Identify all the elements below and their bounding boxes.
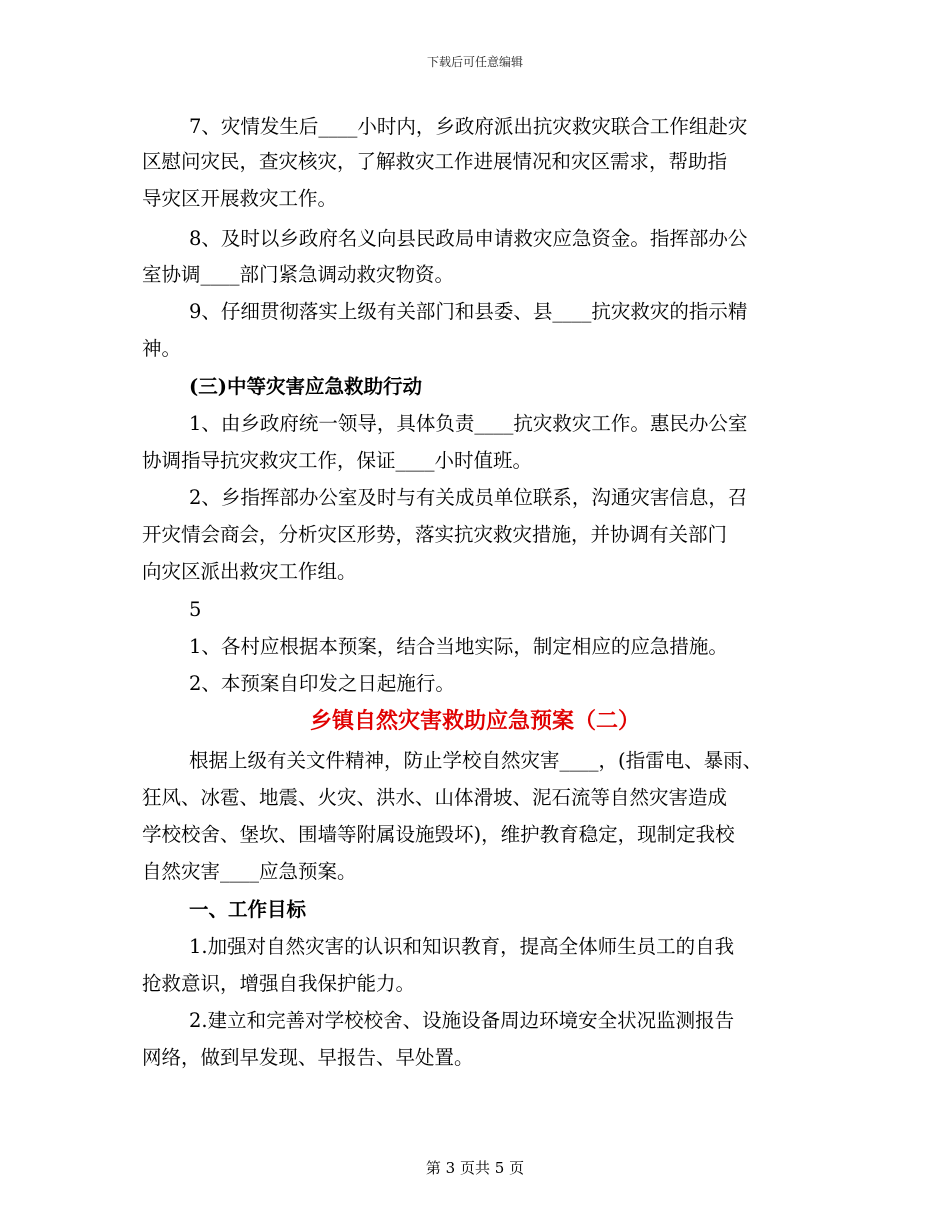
paragraph-line: 2.建立和完善对学校校舍、设施设备周边环境安全状况监测报告: [189, 1009, 735, 1032]
section-number: 5: [189, 598, 202, 621]
document-title: 乡镇自然灾害救助应急预案（二）: [309, 708, 640, 734]
page-header: 下载后可任意编辑: [426, 55, 523, 69]
paragraph-line: 区慰问灾民，查灾核灾，了解救灾工作进展情况和灾区需求，帮助指: [142, 150, 728, 173]
paragraph-line: 抢救意识，增强自我保护能力。: [142, 972, 416, 995]
paragraph-line: 自然灾害____应急预案。: [142, 860, 357, 883]
paragraph-line: 7、灾情发生后____小时内，乡政府派出抗灾救灾联合工作组赴灾: [189, 115, 748, 138]
paragraph-line: 网络，做到早发现、早报告、早处置。: [142, 1046, 474, 1069]
paragraph-line: 2、乡指挥部办公室及时与有关成员单位联系，沟通灾害信息，召: [189, 486, 748, 509]
paragraph-line: 协调指导抗灾救灾工作，保证____小时值班。: [142, 449, 533, 472]
paragraph-line: 根据上级有关文件精神，防止学校自然灾害____，(指雷电、暴雨、: [189, 749, 763, 772]
paragraph-line: 室协调____部门紧急调动救灾物资。: [142, 263, 455, 286]
paragraph-line: 1、各村应根据本预案，结合当地实际，制定相应的应急措施。: [189, 635, 728, 658]
section-heading: (三)中等灾害应急救助行动: [189, 375, 422, 398]
paragraph-line: 8、及时以乡政府名义向县民政局申请救灾应急资金。指挥部办公: [189, 227, 748, 250]
paragraph-line: 学校校舍、堡坎、围墙等附属设施毁坏)，维护教育稳定，现制定我校: [142, 823, 735, 846]
page-footer: 第 3 页共 5 页: [425, 1159, 525, 1177]
paragraph-line: 向灾区派出救灾工作组。: [142, 560, 357, 583]
paragraph-line: 神。: [142, 337, 182, 360]
paragraph-line: 1.加强对自然灾害的认识和知识教育，提高全体师生员工的自我: [189, 935, 735, 958]
paragraph-line: 狂风、冰雹、地震、火灾、洪水、山体滑坡、泥石流等自然灾害造成: [142, 786, 728, 809]
paragraph-line: 9、仔细贯彻落实上级有关部门和县委、县____抗灾救灾的指示精: [189, 300, 748, 323]
paragraph-line: 2、本预案自印发之日起施行。: [189, 672, 455, 695]
paragraph-line: 导灾区开展救灾工作。: [142, 187, 338, 210]
paragraph-line: 1、由乡政府统一领导，具体负责____抗灾救灾工作。惠民办公室: [189, 412, 748, 435]
section-heading: 一、工作目标: [189, 898, 307, 921]
paragraph-line: 开灾情会商会，分析灾区形势，落实抗灾救灾措施，并协调有关部门: [142, 523, 728, 546]
